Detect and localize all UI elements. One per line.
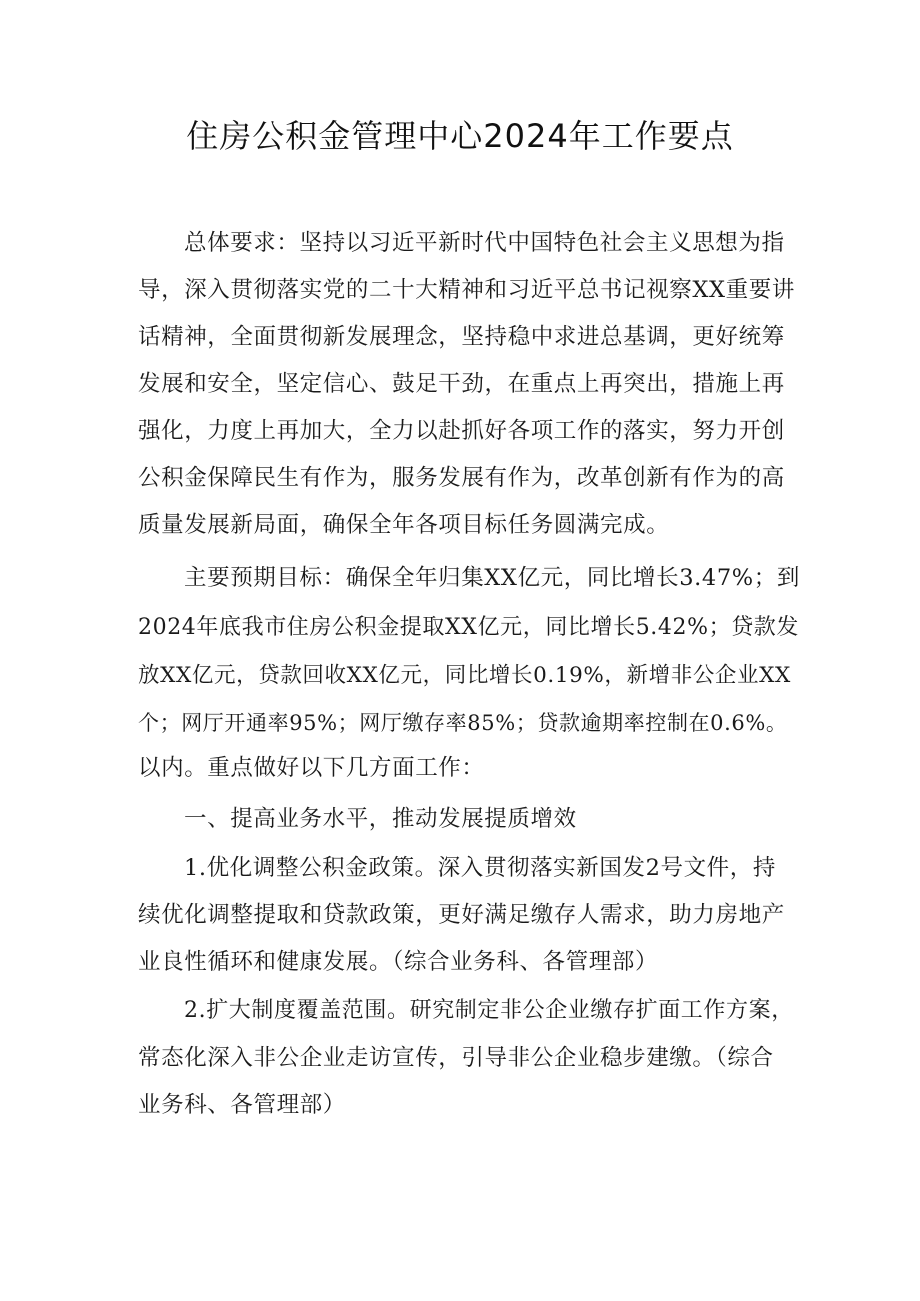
- paragraph-line: 导，深入贯彻落实党的二十大精神和习近平总书记视察XX重要讲: [138, 277, 795, 303]
- paragraph-line: 2024年底我市住房公积金提取XX亿元，同比增长5.42%；贷款发: [138, 615, 800, 640]
- paragraph-line: 以内。重点做好以下几方面工作：: [138, 755, 485, 781]
- paragraph-line: 1.优化调整公积金政策。深入贯彻落实新国发2号文件，持: [184, 855, 776, 881]
- paragraph-line: 2.扩大制度覆盖范围。研究制定非公企业缴存扩面工作方案，: [184, 998, 794, 1023]
- document-title: 住房公积金管理中心2024年工作要点: [186, 117, 734, 155]
- paragraph-line: 主要预期目标：确保全年归集XX亿元，同比增长3.47%；到: [184, 565, 800, 591]
- paragraph-line: 放XX亿元，贷款回收XX亿元，同比增长0.19%，新增非公企业XX: [138, 663, 791, 688]
- paragraph-line: 公积金保障民生有作为，服务发展有作为，改革创新有作为的高: [138, 465, 785, 491]
- paragraph-line: 话精神，全面贯彻新发展理念，坚持稳中求进总基调，更好统筹: [138, 324, 785, 350]
- paragraph-line: 业务科、各管理部）: [138, 1092, 346, 1118]
- paragraph-line: 个；网厅开通率95%；网厅缴存率85%；贷款逾期率控制在0.6%。: [138, 711, 788, 735]
- paragraph-line: 业良性循环和健康发展。（综合业务科、各管理部）: [138, 949, 659, 975]
- paragraph-line: 常态化深入非公企业走访宣传，引导非公企业稳步建缴。（综合: [138, 1045, 774, 1071]
- paragraph-line: 质量发展新局面，确保全年各项目标任务圆满完成。: [138, 512, 670, 538]
- paragraph-line: 强化，力度上再加大，全力以赴抓好各项工作的落实，努力开创: [138, 418, 785, 444]
- section-heading: 一、提高业务水平，推动发展提质增效: [184, 806, 577, 832]
- paragraph-line: 续优化调整提取和贷款政策，更好满足缴存人需求，助力房地产: [138, 902, 785, 928]
- paragraph-line: 发展和安全，坚定信心、鼓足干劲，在重点上再突出，措施上再: [138, 371, 785, 397]
- paragraph-line: 总体要求：坚持以习近平新时代中国特色社会主义思想为指: [184, 230, 785, 256]
